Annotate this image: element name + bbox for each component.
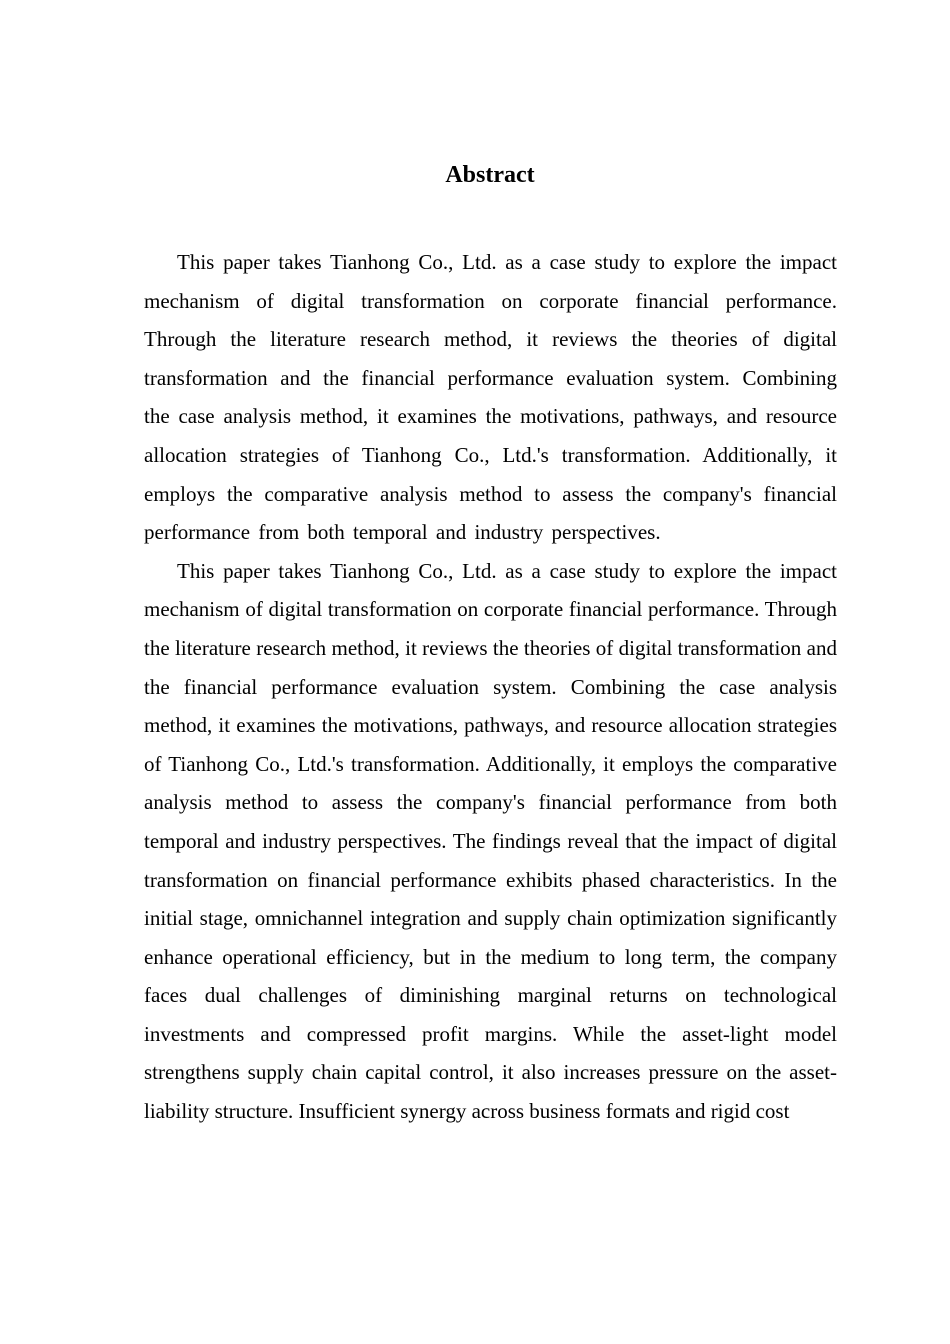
abstract-body bbox=[144, 243, 837, 1131]
abstract-paragraph-2: This paper takes Tianhong Co., Ltd. as a case study to explore the impact mechanism of digital transformation on corporate financial performance. Through the literature research method, it reviews the theories of digital transformation and the financial performance evaluation system. Combining the case analysis method, it examines the motivations, pathways, and resource allocation strategies of Tianhong Co., Ltd.'s transformation. Additionally, it employs the comparative analysis method to assess the company's financial performance from both temporal and industry perspectives. The findings reveal that the impact of digital transformation on financial performance exhibits phased characteristics. In the initial stage, omnichannel integration and supply chain optimization significantly enhance operational efficiency, but in the medium to long term, the company faces dual challenges of diminishing marginal returns on technological investments and compressed profit margins. While the asset-light model strengthens supply chain capital control, it also increases pressure on the asset-liability structure. Insufficient synergy across business formats and rigid cost bbox=[144, 558, 837, 1124]
abstract-paragraph-1: This paper takes Tianhong Co., Ltd. as a case study to explore the impact mechanism of digital transformation on corporate financial performance. Through the literature research method, it reviews the theories of digital transformation and the financial performance evaluation system. Combining the case analysis method, it examines the motivations, pathways, and resource allocation strategies of Tianhong Co., Ltd.'s transformation. Additionally, it employs the comparative analysis method to assess the company's financial performance from both temporal and industry perspectives. bbox=[144, 250, 837, 545]
abstract-title: Abstract bbox=[445, 162, 535, 188]
